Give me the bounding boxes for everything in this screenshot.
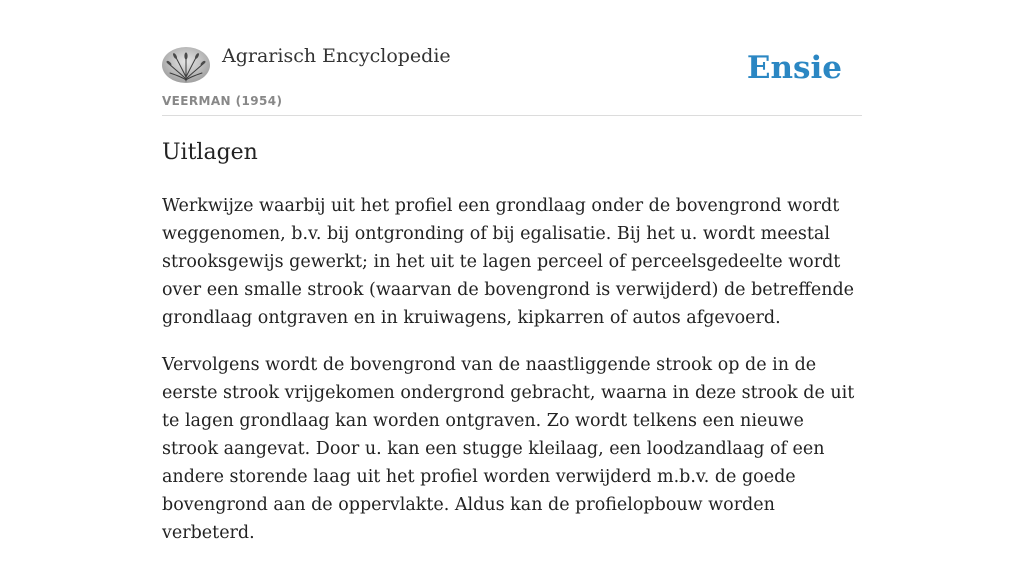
wheat-logo-icon[interactable]	[162, 47, 210, 83]
article-paragraph: Werkwijze waarbij uit het profiel een grondlaag onder de bovengrond wordt weggenomen, b.v. bij ontgronding of bij egalisatie. Bij het u. wordt meestal strooksgewijs gewerkt; in het uit te lagen perceel of perceelsgedeelte wordt over een smalle strook (waarvan de bovengrond is verwijderd) de betreffende grondlaag ontgraven en in kruiwagens, kipkarren of autos afgevoerd.	[162, 196, 855, 328]
brand-logo[interactable]: Ensie	[746, 50, 842, 86]
article-body	[162, 192, 862, 566]
article-paragraph: Vervolgens wordt de bovengrond van de naastliggende strook op de in de eerste strook vrijgekomen ondergrond gebracht, waarna in deze strook de uit te lagen grondlaag kan worden ontgraven. Zo wordt telkens een nieuwe strook aangevat. Door u. kan een stugge kleilaag, een loodzandlaag of een andere storende laag uit het profiel worden verwijderd m.b.v. de goede bovengrond aan de oppervlakte. Aldus kan de profielopbouw worden verbeterd.	[162, 355, 855, 543]
content-column	[162, 0, 862, 543]
article-title: Uitlagen	[162, 140, 258, 165]
author-label: VEERMAN (1954)	[162, 94, 283, 108]
header	[162, 0, 862, 116]
publication-name[interactable]: Agrarisch Encyclopedie	[222, 45, 451, 67]
